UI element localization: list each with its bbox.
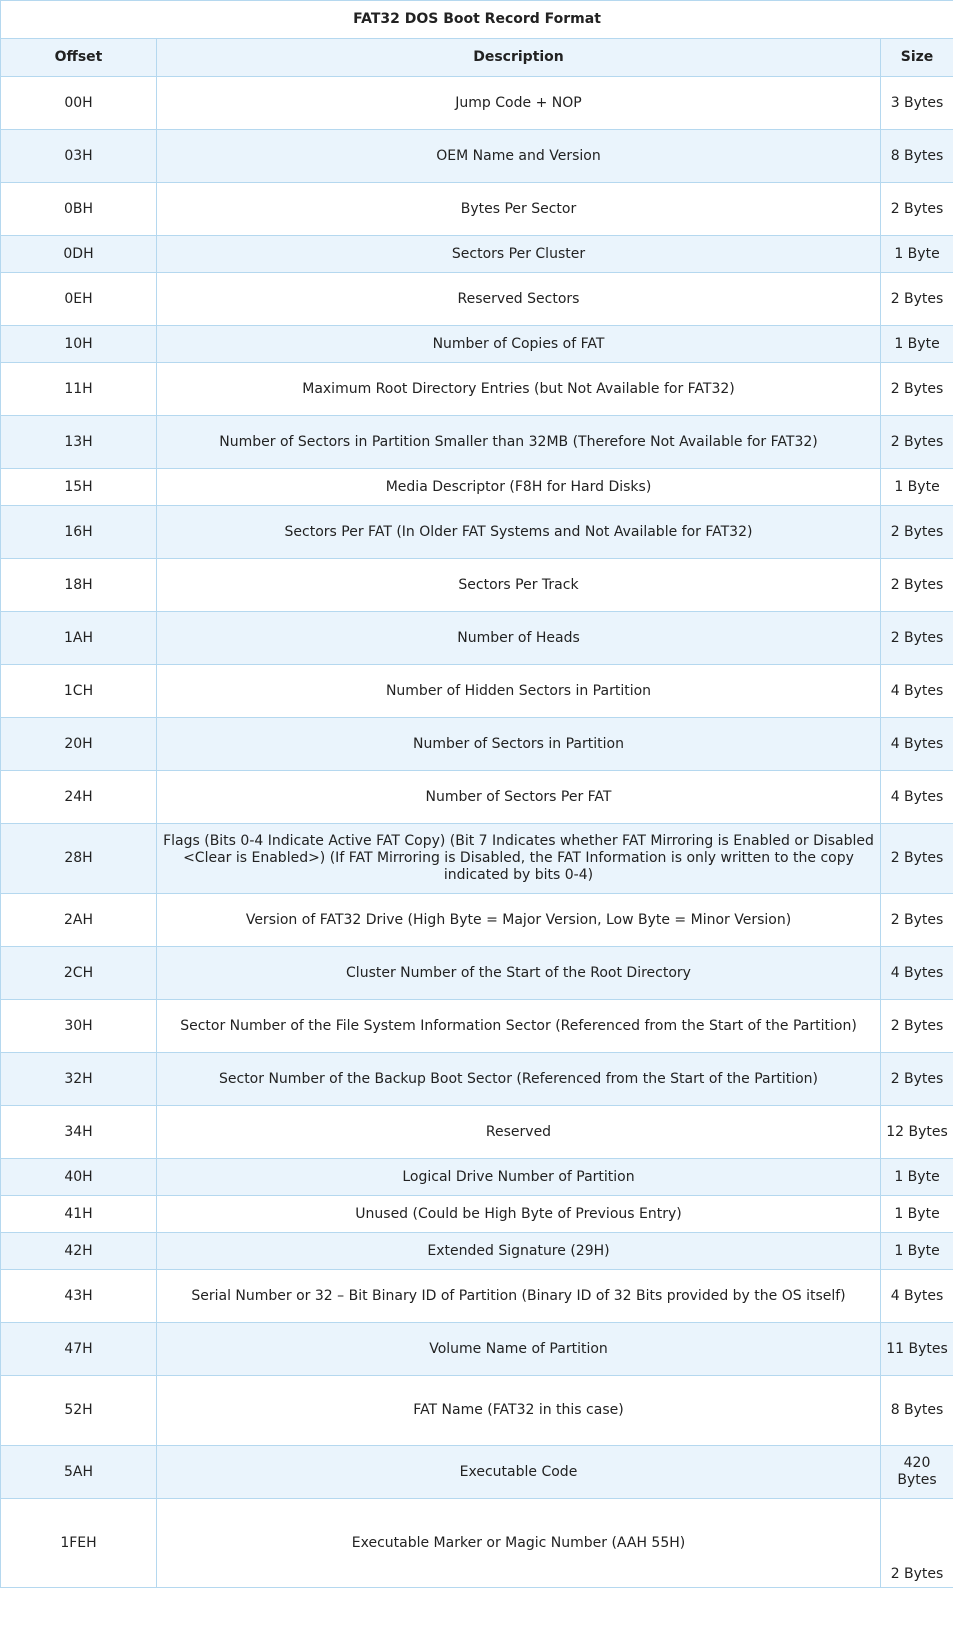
description-cell: Volume Name of Partition [157, 1323, 881, 1376]
size-cell: 11 Bytes [881, 1323, 953, 1376]
size-cell: 4 Bytes [881, 665, 953, 718]
size-cell: 420 Bytes [881, 1446, 953, 1499]
description-cell: Number of Sectors Per FAT [157, 771, 881, 824]
size-cell: 4 Bytes [881, 771, 953, 824]
description-cell: Bytes Per Sector [157, 183, 881, 236]
size-cell: 1 Byte [881, 1196, 953, 1233]
size-cell: 3 Bytes [881, 77, 953, 130]
description-cell: Unused (Could be High Byte of Previous Entry) [157, 1196, 881, 1233]
offset-cell: 1CH [1, 665, 157, 718]
header-offset: Offset [1, 39, 157, 77]
table-row [1, 559, 953, 612]
size-cell: 2 Bytes [881, 183, 953, 236]
description-cell: Reserved [157, 1106, 881, 1159]
offset-cell: 30H [1, 1000, 157, 1053]
offset-cell: 00H [1, 77, 157, 130]
size-cell: 2 Bytes [881, 273, 953, 326]
table-header-row [1, 39, 953, 77]
header-size: Size [881, 39, 953, 77]
description-cell: Serial Number or 32 – Bit Binary ID of Partition (Binary ID of 32 Bits provided by the OS itself) [157, 1270, 881, 1323]
offset-cell: 1AH [1, 612, 157, 665]
offset-cell: 47H [1, 1323, 157, 1376]
table-row [1, 77, 953, 130]
size-cell: 2 Bytes [881, 416, 953, 469]
table-row [1, 326, 953, 363]
size-cell: 12 Bytes [881, 1106, 953, 1159]
description-cell: Sector Number of the Backup Boot Sector (Referenced from the Start of the Partition) [157, 1053, 881, 1106]
description-cell: Sectors Per Track [157, 559, 881, 612]
offset-cell: 11H [1, 363, 157, 416]
offset-cell: 16H [1, 506, 157, 559]
description-cell: Jump Code + NOP [157, 77, 881, 130]
description-cell: Logical Drive Number of Partition [157, 1159, 881, 1196]
size-cell: 1 Byte [881, 1159, 953, 1196]
table-row [1, 947, 953, 1000]
description-cell: Number of Hidden Sectors in Partition [157, 665, 881, 718]
offset-cell: 03H [1, 130, 157, 183]
offset-cell: 28H [1, 824, 157, 894]
size-cell: 1 Byte [881, 326, 953, 363]
offset-cell: 13H [1, 416, 157, 469]
description-cell: Flags (Bits 0-4 Indicate Active FAT Copy) (Bit 7 Indicates whether FAT Mirroring is Enabled or Disabled <Clear is Enabled>) (If FAT Mirroring is Disabled, the FAT Information is only written to the copy indicated by bits 0-4) [157, 824, 881, 894]
description-cell: Reserved Sectors [157, 273, 881, 326]
size-cell: 1 Byte [881, 236, 953, 273]
table-row [1, 1499, 953, 1588]
table-row [1, 1106, 953, 1159]
size-cell: 2 Bytes [881, 363, 953, 416]
description-cell: Executable Marker or Magic Number (AAH 55H) [157, 1499, 881, 1588]
offset-cell: 32H [1, 1053, 157, 1106]
offset-cell: 52H [1, 1376, 157, 1446]
table-row [1, 771, 953, 824]
table-row [1, 1053, 953, 1106]
description-cell: Extended Signature (29H) [157, 1233, 881, 1270]
offset-cell: 0EH [1, 273, 157, 326]
size-cell: 4 Bytes [881, 947, 953, 1000]
table-row [1, 718, 953, 771]
table-row [1, 469, 953, 506]
offset-cell: 2CH [1, 947, 157, 1000]
size-cell: 8 Bytes [881, 1376, 953, 1446]
table-row [1, 1270, 953, 1323]
table-row [1, 1233, 953, 1270]
offset-cell: 43H [1, 1270, 157, 1323]
description-cell: Number of Copies of FAT [157, 326, 881, 363]
table-row [1, 363, 953, 416]
table-row [1, 236, 953, 273]
description-cell: Version of FAT32 Drive (High Byte = Major Version, Low Byte = Minor Version) [157, 894, 881, 947]
description-cell: Cluster Number of the Start of the Root Directory [157, 947, 881, 1000]
description-cell: Sectors Per FAT (In Older FAT Systems and Not Available for FAT32) [157, 506, 881, 559]
size-cell: 2 Bytes [881, 894, 953, 947]
offset-cell: 1FEH [1, 1499, 157, 1588]
size-cell: 4 Bytes [881, 718, 953, 771]
table-row [1, 183, 953, 236]
header-description: Description [157, 39, 881, 77]
table-row [1, 1446, 953, 1499]
description-cell: Number of Sectors in Partition [157, 718, 881, 771]
table-row [1, 273, 953, 326]
table-row [1, 665, 953, 718]
offset-cell: 10H [1, 326, 157, 363]
offset-cell: 24H [1, 771, 157, 824]
table-row [1, 612, 953, 665]
size-cell: 8 Bytes [881, 130, 953, 183]
size-cell: 2 Bytes [881, 612, 953, 665]
offset-cell: 42H [1, 1233, 157, 1270]
offset-cell: 40H [1, 1159, 157, 1196]
offset-cell: 0DH [1, 236, 157, 273]
description-cell: OEM Name and Version [157, 130, 881, 183]
description-cell: Executable Code [157, 1446, 881, 1499]
description-cell: Number of Sectors in Partition Smaller than 32MB (Therefore Not Available for FAT32) [157, 416, 881, 469]
description-cell: Sectors Per Cluster [157, 236, 881, 273]
table-row [1, 1000, 953, 1053]
table-row [1, 1159, 953, 1196]
table-title-row [1, 1, 953, 39]
table-row [1, 1323, 953, 1376]
size-cell: 2 Bytes [881, 1499, 953, 1588]
description-cell: Sector Number of the File System Information Sector (Referenced from the Start of the Partition) [157, 1000, 881, 1053]
table-row [1, 416, 953, 469]
offset-cell: 2AH [1, 894, 157, 947]
table-title: FAT32 DOS Boot Record Format [1, 1, 953, 39]
table-row [1, 824, 953, 894]
table-row [1, 130, 953, 183]
offset-cell: 15H [1, 469, 157, 506]
offset-cell: 20H [1, 718, 157, 771]
description-cell: Media Descriptor (F8H for Hard Disks) [157, 469, 881, 506]
size-cell: 2 Bytes [881, 1053, 953, 1106]
table-row [1, 1376, 953, 1446]
size-cell: 4 Bytes [881, 1270, 953, 1323]
size-cell: 2 Bytes [881, 1000, 953, 1053]
description-cell: Maximum Root Directory Entries (but Not Available for FAT32) [157, 363, 881, 416]
description-cell: Number of Heads [157, 612, 881, 665]
offset-cell: 18H [1, 559, 157, 612]
size-cell: 1 Byte [881, 469, 953, 506]
table-row [1, 894, 953, 947]
size-cell: 2 Bytes [881, 506, 953, 559]
size-cell: 2 Bytes [881, 824, 953, 894]
table-row [1, 506, 953, 559]
offset-cell: 5AH [1, 1446, 157, 1499]
offset-cell: 0BH [1, 183, 157, 236]
offset-cell: 41H [1, 1196, 157, 1233]
offset-cell: 34H [1, 1106, 157, 1159]
table-row [1, 1196, 953, 1233]
size-cell: 2 Bytes [881, 559, 953, 612]
description-cell: FAT Name (FAT32 in this case) [157, 1376, 881, 1446]
size-cell: 1 Byte [881, 1233, 953, 1270]
